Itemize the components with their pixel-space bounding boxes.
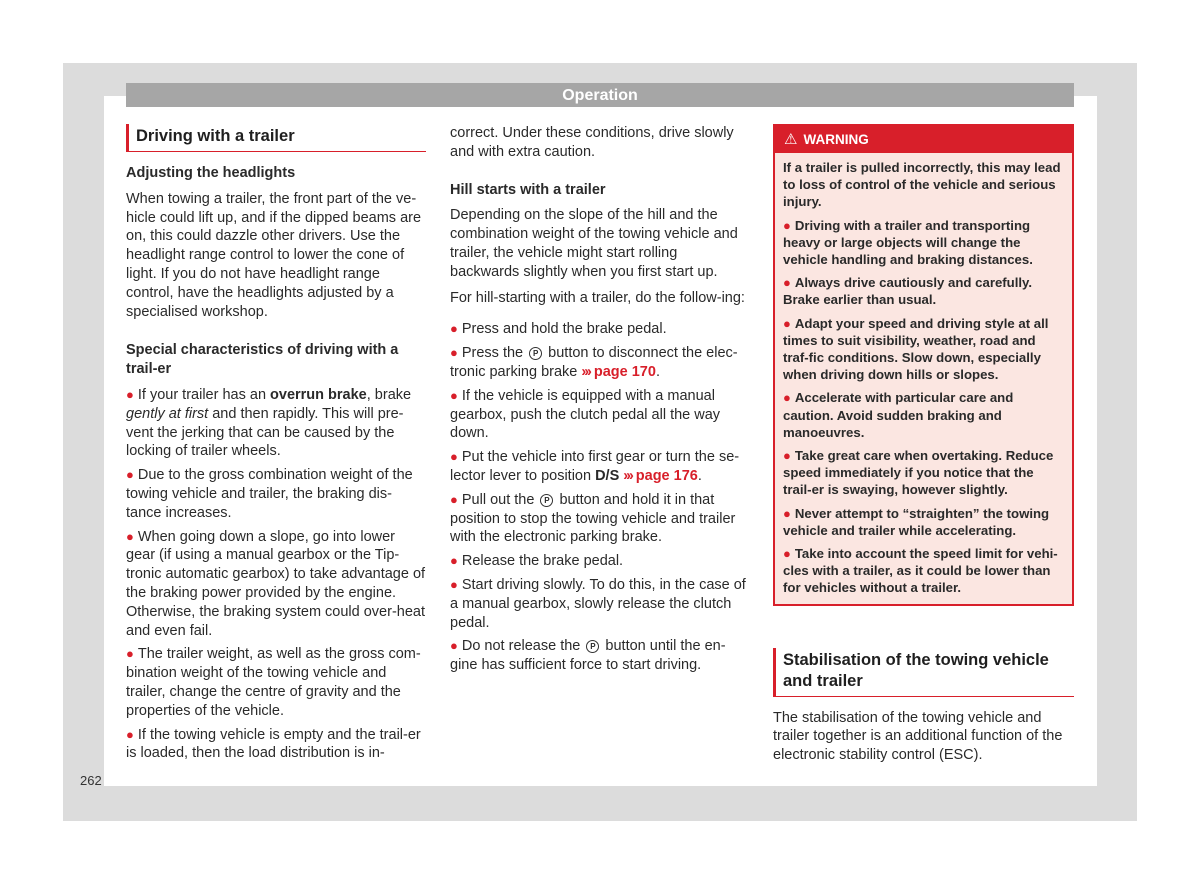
warning-item: ● Always drive cautiously and carefully. Brake earlier than usual. xyxy=(783,275,1033,308)
subheading-hill-starts: Hill starts with a trailer xyxy=(450,181,606,198)
list-item: ● Put the vehicle into first gear or turn the se-lector lever to position D/S ››› page 176. xyxy=(450,449,740,484)
paragraph-stabilisation: The stabilisation of the towing vehicle and trailer together is an additional function of the electronic stability control (ESC). xyxy=(773,709,1063,764)
bullet-icon: ● xyxy=(450,449,458,465)
warning-item: ● Accelerate with particular care and caution. Avoid sudden braking and manoeuvres. xyxy=(783,390,1014,440)
bullet-icon: ● xyxy=(126,386,134,402)
bullet-icon: ● xyxy=(126,528,134,544)
list-item: ● Do not release the P button until the en-gine has sufficient force to start driving. xyxy=(450,638,726,674)
section-title-driving-with-trailer: Driving with a trailer xyxy=(126,124,426,152)
warning-item: ● Driving with a trailer and transporting heavy or large objects will change the vehicle handling and braking distances. xyxy=(783,217,1033,268)
column-left xyxy=(126,124,426,763)
list-item: ● If your trailer has an overrun brake, brake gently at first and then rapidly. This will pre-vent the jerking that can be caused by the locking of trailer wheels. xyxy=(126,386,412,460)
page-link[interactable]: ››› page 176 xyxy=(623,467,698,484)
parking-brake-icon: P xyxy=(540,494,553,507)
bullet-icon: ● xyxy=(783,546,791,562)
arrow-right-icon: ››› xyxy=(623,467,632,484)
paragraph-hill-starts: Depending on the slope of the hill and the combination weight of the towing vehicle and trailer, the vehicle might start rolling backwards slightly when you first start up. xyxy=(450,207,738,280)
warning-intro: If a trailer is pulled incorrectly, this may lead to loss of control of the vehicle and serious injury. xyxy=(783,160,1061,210)
bullet-icon: ● xyxy=(450,638,458,654)
page-link[interactable]: ››› page 170 xyxy=(581,363,656,380)
warning-item: ● Never attempt to “straighten” the towing vehicle and trailer while accelerating. xyxy=(783,505,1050,538)
bullet-icon: ● xyxy=(783,448,791,464)
paragraph-headlights: When towing a trailer, the front part of the ve-hicle could lift up, and if the dipped beams are on, this could dazzle other drivers. Use the headlight range control to lower the cone of light. If you do not have headlight range control, have the headlights adjusted by a specialised workshop. xyxy=(126,190,422,320)
subheading-headlights: Adjusting the headlights xyxy=(126,165,296,181)
warning-box xyxy=(773,124,1074,606)
warning-body xyxy=(775,153,1072,604)
list-item: ● If the towing vehicle is empty and the trail-er is loaded, then the load distribution is in- xyxy=(126,726,421,762)
bullet-icon: ● xyxy=(450,321,458,337)
list-item: ● Press the P button to disconnect the elec-tronic parking brake ››› page 170. xyxy=(450,345,738,380)
bullet-icon: ● xyxy=(450,576,458,592)
arrow-right-icon: ››› xyxy=(581,363,590,380)
section-title-stabilisation: Stabilisation of the towing vehicle and trailer xyxy=(773,648,1074,697)
bullet-icon: ● xyxy=(126,646,134,662)
bullet-icon: ● xyxy=(450,553,458,569)
parking-brake-icon: P xyxy=(586,640,599,653)
paragraph-hill-instructions: For hill-starting with a trailer, do the follow-ing: xyxy=(450,289,745,306)
column-middle xyxy=(450,124,746,675)
bullet-icon: ● xyxy=(450,387,458,403)
page-number: 262 xyxy=(80,773,102,788)
list-item: ● Start driving slowly. To do this, in the case of a manual gearbox, slowly release the clutch pedal. xyxy=(450,576,746,631)
warning-label: WARNING xyxy=(803,132,869,147)
paragraph-continued: correct. Under these conditions, drive slowly and with extra caution. xyxy=(450,125,734,160)
bullet-icon: ● xyxy=(126,726,134,742)
warning-triangle-icon: ⚠ xyxy=(784,131,798,148)
bullet-icon: ● xyxy=(783,315,791,331)
bullet-icon: ● xyxy=(450,491,458,507)
list-item: ● Due to the gross combination weight of the towing vehicle and trailer, the braking dis-tance increases. xyxy=(126,467,413,521)
bullet-icon: ● xyxy=(783,505,791,521)
section-header: Operation xyxy=(126,83,1074,107)
bullet-icon: ● xyxy=(783,217,791,233)
list-item: ● Press and hold the brake pedal. xyxy=(450,321,667,338)
bullet-icon: ● xyxy=(783,390,791,406)
bullet-icon: ● xyxy=(126,467,134,483)
bullet-icon: ● xyxy=(783,275,791,291)
warning-item: ● Take great care when overtaking. Reduce speed immediately if you notice that the trail-er is swaying, however slightly. xyxy=(783,448,1054,498)
list-item: ● Release the brake pedal. xyxy=(450,553,624,570)
bullet-icon: ● xyxy=(450,345,458,361)
warning-item: ● Take into account the speed limit for vehi-cles with a trailer, as it could be lower than for vehicles without a trailer. xyxy=(783,546,1058,596)
list-item: ● Pull out the P button and hold it in that position to stop the towing vehicle and trailer with the electronic parking brake. xyxy=(450,491,736,546)
subheading-special-characteristics: Special characteristics of driving with a trail-er xyxy=(126,342,399,378)
warning-header xyxy=(775,126,1072,153)
list-item: ● The trailer weight, as well as the gross com-bination weight of the towing vehicle and trailer, change the centre of gravity and the properties of the vehicle. xyxy=(126,646,421,719)
parking-brake-icon: P xyxy=(529,347,542,360)
list-item: ● If the vehicle is equipped with a manual gearbox, push the clutch pedal all the way down. xyxy=(450,387,721,442)
list-item: ● When going down a slope, go into lower gear (if using a manual gearbox or the Tip-tronic automatic gearbox) to take advantage of the braking power provided by the engine. Otherwise, the braking system could over-heat and even fail. xyxy=(126,528,426,639)
column-right xyxy=(773,124,1074,765)
warning-item: ● Adapt your speed and driving style at all times to suit visibility, weather, road and traf-fic conditions. Slow down, especially when driving down hills or slopes. xyxy=(783,315,1049,383)
